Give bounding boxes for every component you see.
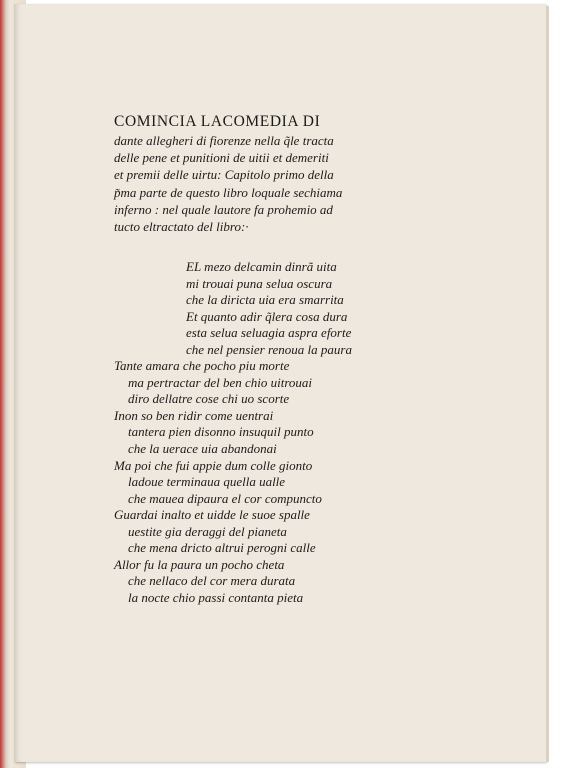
verse-line: che la uerace uia abandonai (128, 441, 277, 457)
verse-line: Allor fu la paura un pocho cheta (114, 556, 285, 572)
verse-line: uestite gia deraggi del pianeta (128, 523, 287, 539)
verse-line: che la diricta uia era smarrita (186, 292, 344, 308)
verse-line: tantera pien disonno insuquil punto (128, 424, 314, 440)
title-block (114, 112, 374, 235)
verse-line: Ma poi che fui appie dum colle gionto (114, 457, 313, 473)
verse-line: Guardai inalto et uidde le suoe spalle (114, 507, 310, 523)
intro-line: tucto eltractato del libro:· (114, 219, 249, 235)
verse-line: che nellaco del cor mera durata (128, 573, 296, 589)
verse-line: EL mezo delcamin dinrã uita (186, 259, 337, 274)
poem-verses (114, 259, 352, 606)
verse-line: Et quanto adir q̃lera cosa dura (186, 308, 348, 324)
verse-line: la nocte chio passi contanta pieta (128, 589, 304, 605)
verse-line: Inon so ben ridir come uentrai (114, 407, 274, 423)
intro-line: dante allegheri di fiorenze nella q̃le tracta (114, 133, 334, 148)
verse-line: esta selua seluagia aspra eforte (186, 325, 352, 341)
intro-line: et premii delle uirtu: Capitolo primo della (114, 167, 334, 183)
page-heading: COMINCIA LACOMEDIA DI (114, 113, 321, 130)
verse-line: ma pertractar del ben chio uitrouai (128, 374, 313, 390)
intro-line: delle pene et punitioni de uitii et demeriti (114, 150, 329, 166)
verse-line: che mauea dipaura el cor compuncto (128, 490, 322, 506)
intro-line: p̃ma parte de questo libro loquale sechiama (114, 184, 343, 200)
intro-line: inferno : nel quale lautore fa prohemio ad (114, 201, 333, 217)
page-edge (546, 6, 549, 762)
verse-line: diro dellatre cose chi uo scorte (128, 391, 290, 407)
verse-line: che mena dricto altrui perogni calle (128, 540, 316, 556)
verse-line: Tante amara che pocho piu morte (114, 358, 290, 374)
verse-line: mi trouai puna selua oscura (186, 275, 333, 291)
verse-line: che nel pensier renoua la paura (186, 341, 352, 357)
verse-line: ladoue terminaua quella ualle (128, 474, 286, 490)
